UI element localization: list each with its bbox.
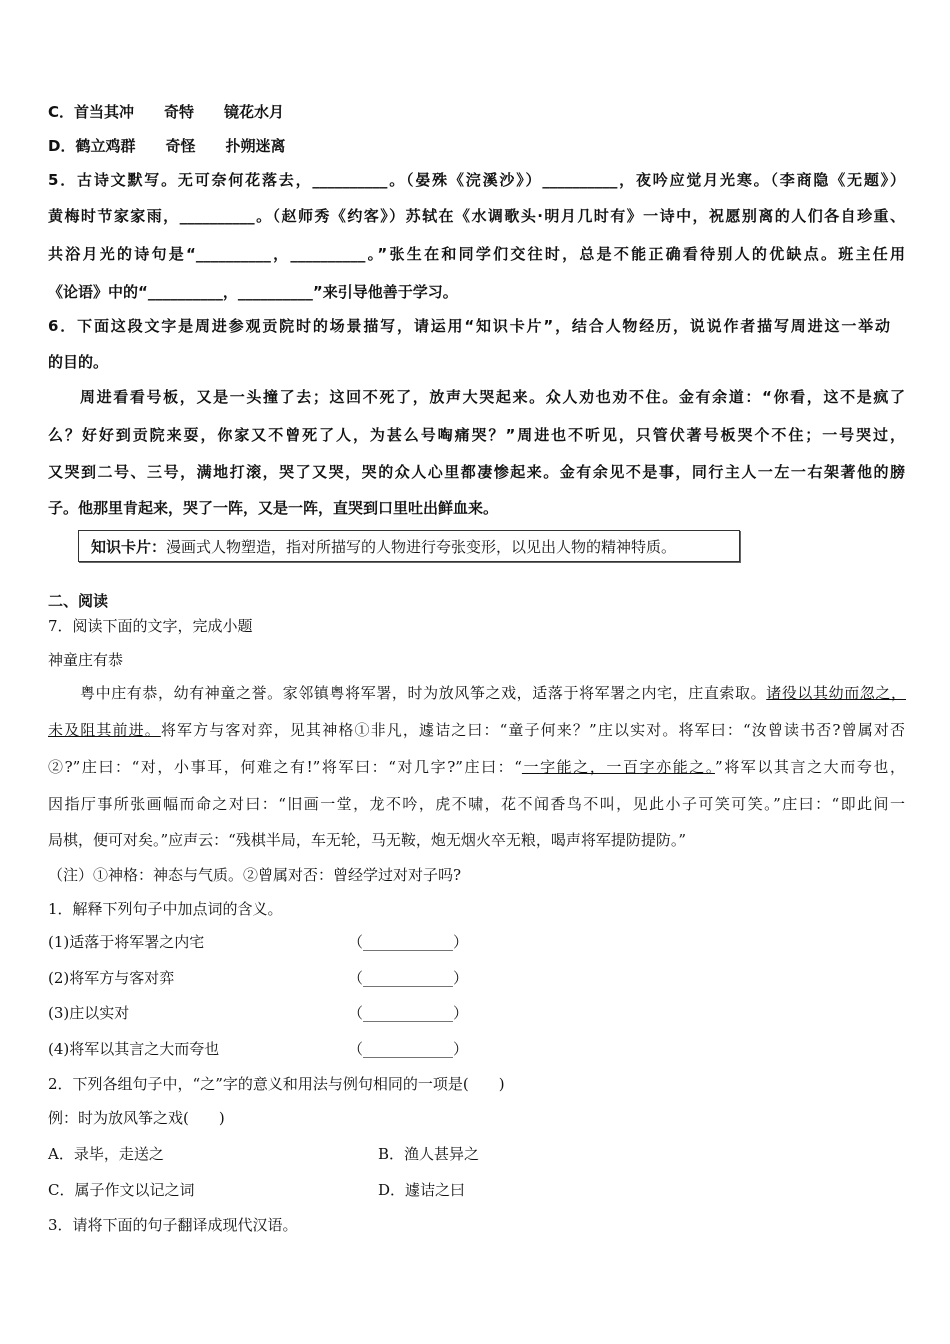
article-line (48, 757, 905, 777)
option-a: A．录毕，走送之 (48, 1145, 164, 1163)
underlined-text: 诸役以其幼而忽之， (766, 684, 906, 702)
example: 例：时为放风筝之戏( ) (48, 1109, 225, 1127)
answer-blank[interactable]: （____________） (348, 1004, 469, 1022)
knowledge-card (78, 530, 740, 562)
option-d: D．鹤立鸡群 奇怪 扑朔迷离 (48, 137, 286, 155)
passage-line: 么？好好到贡院来耍，你家又不曾死了人，为甚么号啕痛哭？”周进也不听见，只管伏著号板哭个不住；一号哭过， (48, 426, 905, 444)
answer-blank[interactable]: （____________） (348, 1040, 469, 1058)
q6-line: 6．下面这段文字是周进参观贡院时的场景描写，请运用“知识卡片”，结合人物经历，说说作者描写周进这一举动 (48, 317, 890, 335)
option-d: D．遽诘之曰 (378, 1181, 466, 1199)
section-heading: 二、阅读 (48, 592, 109, 610)
passage-line: 子。他那里肯起来，哭了一阵，又是一阵，直哭到口里吐出鲜血来。 (48, 499, 499, 517)
text: ②?”庄曰：“对，小事耳，何难之有!”将军曰：“对几字?”庄曰：“ (48, 758, 522, 776)
card-text: 漫画式人物塑造，指对所描写的人物进行夸张变形，以见出人物的精神特质。 (166, 538, 677, 556)
item: (2)将军方与客对弈 (48, 969, 175, 987)
item: (4)将军以其言之大而夸也 (48, 1040, 220, 1058)
option-c: C．首当其冲 奇特 镜花水月 (48, 103, 285, 121)
answer-blank[interactable]: （____________） (348, 969, 469, 987)
option-c: C．属子作文以记之词 (48, 1181, 195, 1199)
answer-blank[interactable]: （____________） (348, 933, 469, 951)
card-label: 知识卡片： (91, 538, 167, 556)
text: 粤中庄有恭，幼有神童之誉。家邻镇粤将军署，时为放风筝之戏，适落于将军署之内宅，庄直索取。 (80, 684, 767, 702)
q5-line: 共浴月光的诗句是“__________，__________。”张生在和同学们交往时，总是不能正确看待别人的优缺点。班主任用 (48, 245, 905, 263)
item: (1)适落于将军署之内宅 (48, 933, 205, 951)
q5-line: 5．古诗文默写。无可奈何花落去，__________。（晏殊《浣溪沙》）__________，夜吟应觉月光寒。（李商隐《无题》） (48, 171, 905, 189)
q6-line: 的目的。 (48, 353, 109, 371)
article-line (48, 720, 905, 740)
footnote: （注）①神格：神态与气质。②曾属对否：曾经学过对对子吗? (48, 866, 462, 884)
subquestion-3: 3．请将下面的句子翻译成现代汉语。 (48, 1216, 298, 1234)
subquestion-1: 1．解释下列句子中加点词的含义。 (48, 900, 283, 918)
passage-line: 周进看看号板，又是一头撞了去；这回不死了，放声大哭起来。众人劝也劝不住。金有余道：“你看，这不是疯了 (80, 388, 905, 406)
option-b: B．渔人甚异之 (378, 1145, 480, 1163)
article-line: 因指厅事所张画幅而命之对曰：“旧画一堂，龙不吟，虎不啸，花不闻香鸟不叫，见此小子可笑可笑。”庄曰：“即此间一 (48, 795, 905, 813)
underlined-text: 未及阻其前进。 (48, 721, 161, 739)
article-line: 局棋，便可对矣。”应声云：“残棋半局，车无轮，马无鞍，炮无烟火卒无粮，喝声将军提防提防。” (48, 831, 687, 849)
q5-line: 《论语》中的“__________，__________”来引导他善于学习。 (48, 283, 458, 301)
article-line (80, 683, 906, 703)
text: 将军方与客对弈，见其神格①非凡，遽诘之曰：“童子何来？”庄以实对。将军曰：“汝曾读书否?曾属对否 (160, 721, 905, 739)
q5-line: 黄梅时节家家雨，__________。（赵师秀《约客》）苏轼在《水调歌头·明月几时有》一诗中，祝愿别离的人们各自珍重、 (48, 207, 905, 225)
underlined-text: 一字能之，一百字亦能之。 (521, 758, 715, 776)
subquestion-2: 2．下列各组句子中，“之”字的意义和用法与例句相同的一项是( ) (48, 1075, 505, 1093)
q7-prompt: 7．阅读下面的文字，完成小题 (48, 617, 253, 635)
item: (3)庄以实对 (48, 1004, 130, 1022)
text: ”将军以其言之大而夸也， (714, 758, 905, 776)
passage-line: 又哭到二号、三号，满地打滚，哭了又哭，哭的众人心里都凄惨起来。金有余见不是事，同行主人一左一右架著他的膀 (48, 463, 905, 481)
article-title: 神童庄有恭 (48, 651, 124, 669)
